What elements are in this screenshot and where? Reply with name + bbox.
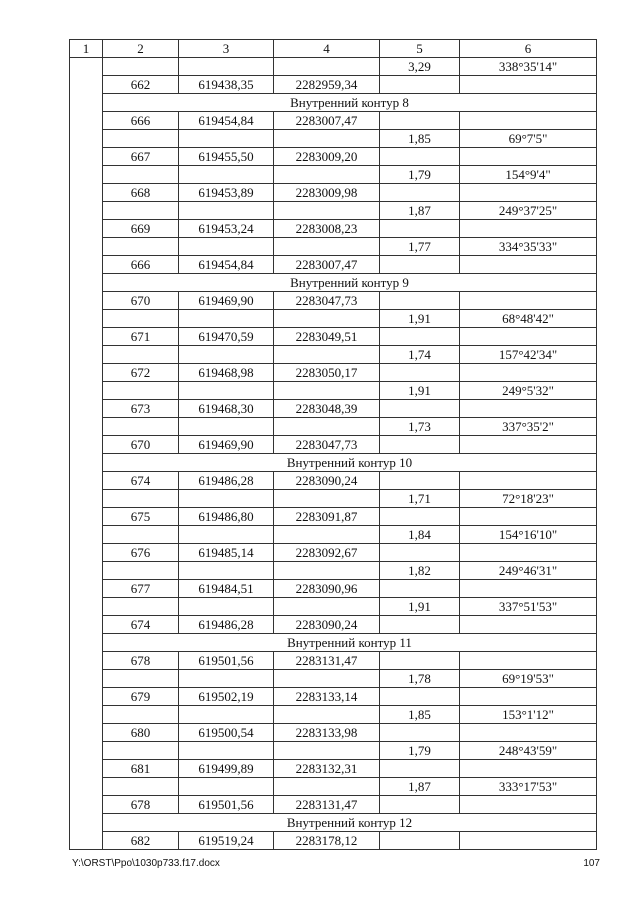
coord-y: 2283008,23	[274, 220, 380, 238]
segment-distance: 1,87	[380, 202, 460, 220]
segment-angle: 72°18'23"	[460, 490, 597, 508]
segment-row	[70, 526, 597, 544]
point-row	[70, 76, 597, 94]
segment-angle: 337°35'2"	[460, 418, 597, 436]
coord-x: 619469,90	[179, 436, 274, 454]
coord-x: 619486,28	[179, 472, 274, 490]
point-number-empty	[103, 562, 179, 580]
point-number: 669	[103, 220, 179, 238]
angle-empty	[460, 724, 597, 742]
distance-empty	[380, 256, 460, 274]
coord-y: 2283131,47	[274, 652, 380, 670]
header-cell-4: 4	[274, 40, 380, 58]
distance-empty	[380, 292, 460, 310]
contour-title: Внутренний контур 8	[103, 94, 597, 112]
segment-distance: 1,78	[380, 670, 460, 688]
point-number-empty	[103, 58, 179, 76]
segment-angle: 249°37'25"	[460, 202, 597, 220]
coord-y-empty	[274, 382, 380, 400]
coord-y-empty	[274, 238, 380, 256]
coord-x-empty	[179, 238, 274, 256]
point-number: 666	[103, 112, 179, 130]
point-number-empty	[103, 670, 179, 688]
coord-y: 2283091,87	[274, 508, 380, 526]
coord-y: 2283007,47	[274, 112, 380, 130]
angle-empty	[460, 112, 597, 130]
table-body	[70, 40, 597, 850]
coord-y: 2282959,34	[274, 76, 380, 94]
coord-y-empty	[274, 706, 380, 724]
contour-title-row	[70, 94, 597, 112]
segment-row	[70, 418, 597, 436]
coord-y: 2283047,73	[274, 292, 380, 310]
point-number-empty	[103, 166, 179, 184]
distance-empty	[380, 508, 460, 526]
segment-row	[70, 58, 597, 76]
segment-angle: 334°35'33"	[460, 238, 597, 256]
coord-x-empty	[179, 310, 274, 328]
point-number-empty	[103, 238, 179, 256]
coord-y-empty	[274, 202, 380, 220]
coord-x: 619453,24	[179, 220, 274, 238]
segment-distance: 1,91	[380, 310, 460, 328]
coord-y: 2283007,47	[274, 256, 380, 274]
coord-y: 2283048,39	[274, 400, 380, 418]
point-row	[70, 832, 597, 850]
coord-x: 619499,89	[179, 760, 274, 778]
contour-title-row	[70, 634, 597, 652]
point-number: 678	[103, 652, 179, 670]
segment-distance: 1,79	[380, 166, 460, 184]
angle-empty	[460, 580, 597, 598]
coord-x: 619501,56	[179, 796, 274, 814]
point-number-empty	[103, 742, 179, 760]
coord-y: 2283131,47	[274, 796, 380, 814]
contour-title-row	[70, 454, 597, 472]
point-number-empty	[103, 526, 179, 544]
distance-empty	[380, 832, 460, 850]
coord-y-empty	[274, 346, 380, 364]
segment-distance: 1,82	[380, 562, 460, 580]
coord-x-empty	[179, 670, 274, 688]
contour-title: Внутренний контур 9	[103, 274, 597, 292]
segment-angle: 154°9'4"	[460, 166, 597, 184]
coord-x: 619454,84	[179, 256, 274, 274]
angle-empty	[460, 544, 597, 562]
point-row	[70, 256, 597, 274]
header-cell-1: 1	[70, 40, 103, 58]
point-number: 673	[103, 400, 179, 418]
header-cell-6: 6	[460, 40, 597, 58]
point-number: 670	[103, 436, 179, 454]
segment-distance: 1,71	[380, 490, 460, 508]
angle-empty	[460, 688, 597, 706]
angle-empty	[460, 184, 597, 202]
coord-x: 619455,50	[179, 148, 274, 166]
contour-title-row	[70, 274, 597, 292]
contour-title: Внутренний контур 12	[103, 814, 597, 832]
coord-y-empty	[274, 130, 380, 148]
coord-y-empty	[274, 418, 380, 436]
segment-row	[70, 130, 597, 148]
point-row	[70, 184, 597, 202]
segment-distance: 1,79	[380, 742, 460, 760]
point-number: 682	[103, 832, 179, 850]
segment-row	[70, 382, 597, 400]
segment-distance: 1,91	[380, 382, 460, 400]
contour-title-row	[70, 814, 597, 832]
empty-first-column	[70, 58, 103, 850]
angle-empty	[460, 328, 597, 346]
coord-y: 2283092,67	[274, 544, 380, 562]
segment-row	[70, 562, 597, 580]
segment-distance: 1,74	[380, 346, 460, 364]
coord-x-empty	[179, 58, 274, 76]
point-number-empty	[103, 598, 179, 616]
coord-y: 2283090,24	[274, 616, 380, 634]
coord-y: 2283132,31	[274, 760, 380, 778]
coord-x-empty	[179, 706, 274, 724]
angle-empty	[460, 760, 597, 778]
header-cell-3: 3	[179, 40, 274, 58]
segment-angle: 333°17'53"	[460, 778, 597, 796]
angle-empty	[460, 400, 597, 418]
segment-angle: 68°48'42"	[460, 310, 597, 328]
point-number: 674	[103, 616, 179, 634]
angle-empty	[460, 292, 597, 310]
coord-y-empty	[274, 562, 380, 580]
segment-row	[70, 346, 597, 364]
point-number: 677	[103, 580, 179, 598]
angle-empty	[460, 148, 597, 166]
segment-distance: 3,29	[380, 58, 460, 76]
distance-empty	[380, 580, 460, 598]
coord-x-empty	[179, 562, 274, 580]
distance-empty	[380, 616, 460, 634]
segment-row	[70, 490, 597, 508]
coord-y-empty	[274, 598, 380, 616]
segment-row	[70, 166, 597, 184]
contour-title: Внутренний контур 11	[103, 634, 597, 652]
coord-y-empty	[274, 310, 380, 328]
point-number: 671	[103, 328, 179, 346]
coord-x: 619438,35	[179, 76, 274, 94]
point-row	[70, 472, 597, 490]
point-number: 674	[103, 472, 179, 490]
segment-angle: 248°43'59"	[460, 742, 597, 760]
segment-row	[70, 670, 597, 688]
point-number-empty	[103, 490, 179, 508]
coord-x-empty	[179, 202, 274, 220]
segment-angle: 69°19'53"	[460, 670, 597, 688]
angle-empty	[460, 832, 597, 850]
coord-x-empty	[179, 526, 274, 544]
point-number: 670	[103, 292, 179, 310]
coord-y: 2283090,96	[274, 580, 380, 598]
angle-empty	[460, 616, 597, 634]
coord-y-empty	[274, 670, 380, 688]
point-row	[70, 292, 597, 310]
coord-y: 2283133,14	[274, 688, 380, 706]
angle-empty	[460, 364, 597, 382]
segment-angle: 154°16'10"	[460, 526, 597, 544]
point-row	[70, 148, 597, 166]
point-number: 680	[103, 724, 179, 742]
distance-empty	[380, 328, 460, 346]
coordinates-table	[69, 39, 597, 850]
distance-empty	[380, 184, 460, 202]
segment-angle: 153°1'12"	[460, 706, 597, 724]
contour-title: Внутренний контур 10	[103, 454, 597, 472]
point-number: 662	[103, 76, 179, 94]
coord-x: 619484,51	[179, 580, 274, 598]
coord-y: 2283178,12	[274, 832, 380, 850]
distance-empty	[380, 652, 460, 670]
coord-y-empty	[274, 526, 380, 544]
coord-y: 2283049,51	[274, 328, 380, 346]
segment-angle: 249°46'31"	[460, 562, 597, 580]
coord-x: 619468,98	[179, 364, 274, 382]
point-row	[70, 220, 597, 238]
point-row	[70, 400, 597, 418]
coord-x: 619470,59	[179, 328, 274, 346]
coord-x: 619500,54	[179, 724, 274, 742]
coord-x: 619469,90	[179, 292, 274, 310]
point-row	[70, 436, 597, 454]
point-row	[70, 724, 597, 742]
segment-angle: 69°7'5"	[460, 130, 597, 148]
point-row	[70, 688, 597, 706]
coord-x: 619501,56	[179, 652, 274, 670]
point-row	[70, 616, 597, 634]
point-number-empty	[103, 130, 179, 148]
distance-empty	[380, 76, 460, 94]
coord-x-empty	[179, 346, 274, 364]
angle-empty	[460, 796, 597, 814]
coord-x-empty	[179, 598, 274, 616]
coord-y: 2283050,17	[274, 364, 380, 382]
segment-angle: 338°35'14"	[460, 58, 597, 76]
segment-distance: 1,84	[380, 526, 460, 544]
distance-empty	[380, 112, 460, 130]
coord-y-empty	[274, 58, 380, 76]
header-cell-2: 2	[103, 40, 179, 58]
coord-x: 619486,80	[179, 508, 274, 526]
point-number-empty	[103, 310, 179, 328]
segment-distance: 1,73	[380, 418, 460, 436]
point-number-empty	[103, 382, 179, 400]
distance-empty	[380, 436, 460, 454]
angle-empty	[460, 652, 597, 670]
coord-x-empty	[179, 418, 274, 436]
point-number-empty	[103, 202, 179, 220]
distance-empty	[380, 364, 460, 382]
point-row	[70, 580, 597, 598]
point-number: 681	[103, 760, 179, 778]
coord-y: 2283133,98	[274, 724, 380, 742]
distance-empty	[380, 148, 460, 166]
segment-row	[70, 778, 597, 796]
coord-x: 619454,84	[179, 112, 274, 130]
coord-y: 2283009,20	[274, 148, 380, 166]
point-row	[70, 652, 597, 670]
angle-empty	[460, 76, 597, 94]
coord-x-empty	[179, 778, 274, 796]
segment-row	[70, 742, 597, 760]
coord-x: 619485,14	[179, 544, 274, 562]
segment-angle: 337°51'53"	[460, 598, 597, 616]
distance-empty	[380, 724, 460, 742]
coord-x: 619519,24	[179, 832, 274, 850]
point-number-empty	[103, 418, 179, 436]
point-number: 679	[103, 688, 179, 706]
angle-empty	[460, 436, 597, 454]
point-number: 676	[103, 544, 179, 562]
segment-row	[70, 310, 597, 328]
footer-page-number: 107	[583, 858, 600, 869]
coord-x-empty	[179, 742, 274, 760]
segment-row	[70, 238, 597, 256]
point-number: 672	[103, 364, 179, 382]
point-row	[70, 796, 597, 814]
table-header-row	[70, 40, 597, 58]
angle-empty	[460, 472, 597, 490]
coord-y-empty	[274, 490, 380, 508]
footer-file-path: Y:\ORST\Ppo\1030p733.f17.docx	[72, 858, 220, 869]
segment-distance: 1,91	[380, 598, 460, 616]
point-number: 668	[103, 184, 179, 202]
coord-x-empty	[179, 382, 274, 400]
coord-x: 619486,28	[179, 616, 274, 634]
coord-y: 2283009,98	[274, 184, 380, 202]
point-number: 666	[103, 256, 179, 274]
coord-x-empty	[179, 490, 274, 508]
point-number: 678	[103, 796, 179, 814]
point-number-empty	[103, 346, 179, 364]
angle-empty	[460, 220, 597, 238]
distance-empty	[380, 220, 460, 238]
segment-distance: 1,85	[380, 130, 460, 148]
coord-x-empty	[179, 166, 274, 184]
distance-empty	[380, 760, 460, 778]
point-row	[70, 328, 597, 346]
segment-angle: 157°42'34"	[460, 346, 597, 364]
segment-distance: 1,77	[380, 238, 460, 256]
distance-empty	[380, 688, 460, 706]
header-cell-5: 5	[380, 40, 460, 58]
segment-row	[70, 598, 597, 616]
coord-x-empty	[179, 130, 274, 148]
segment-row	[70, 706, 597, 724]
point-row	[70, 544, 597, 562]
distance-empty	[380, 472, 460, 490]
coord-y-empty	[274, 742, 380, 760]
segment-distance: 1,87	[380, 778, 460, 796]
point-number-empty	[103, 706, 179, 724]
segment-angle: 249°5'32"	[460, 382, 597, 400]
segment-row	[70, 202, 597, 220]
segment-distance: 1,85	[380, 706, 460, 724]
coord-y-empty	[274, 166, 380, 184]
point-row	[70, 760, 597, 778]
distance-empty	[380, 400, 460, 418]
coord-y: 2283047,73	[274, 436, 380, 454]
point-row	[70, 364, 597, 382]
coord-y-empty	[274, 778, 380, 796]
point-row	[70, 112, 597, 130]
coord-x: 619468,30	[179, 400, 274, 418]
point-number-empty	[103, 778, 179, 796]
point-number: 675	[103, 508, 179, 526]
angle-empty	[460, 508, 597, 526]
distance-empty	[380, 796, 460, 814]
point-number: 667	[103, 148, 179, 166]
coord-x: 619502,19	[179, 688, 274, 706]
angle-empty	[460, 256, 597, 274]
distance-empty	[380, 544, 460, 562]
coord-y: 2283090,24	[274, 472, 380, 490]
coord-x: 619453,89	[179, 184, 274, 202]
point-row	[70, 508, 597, 526]
